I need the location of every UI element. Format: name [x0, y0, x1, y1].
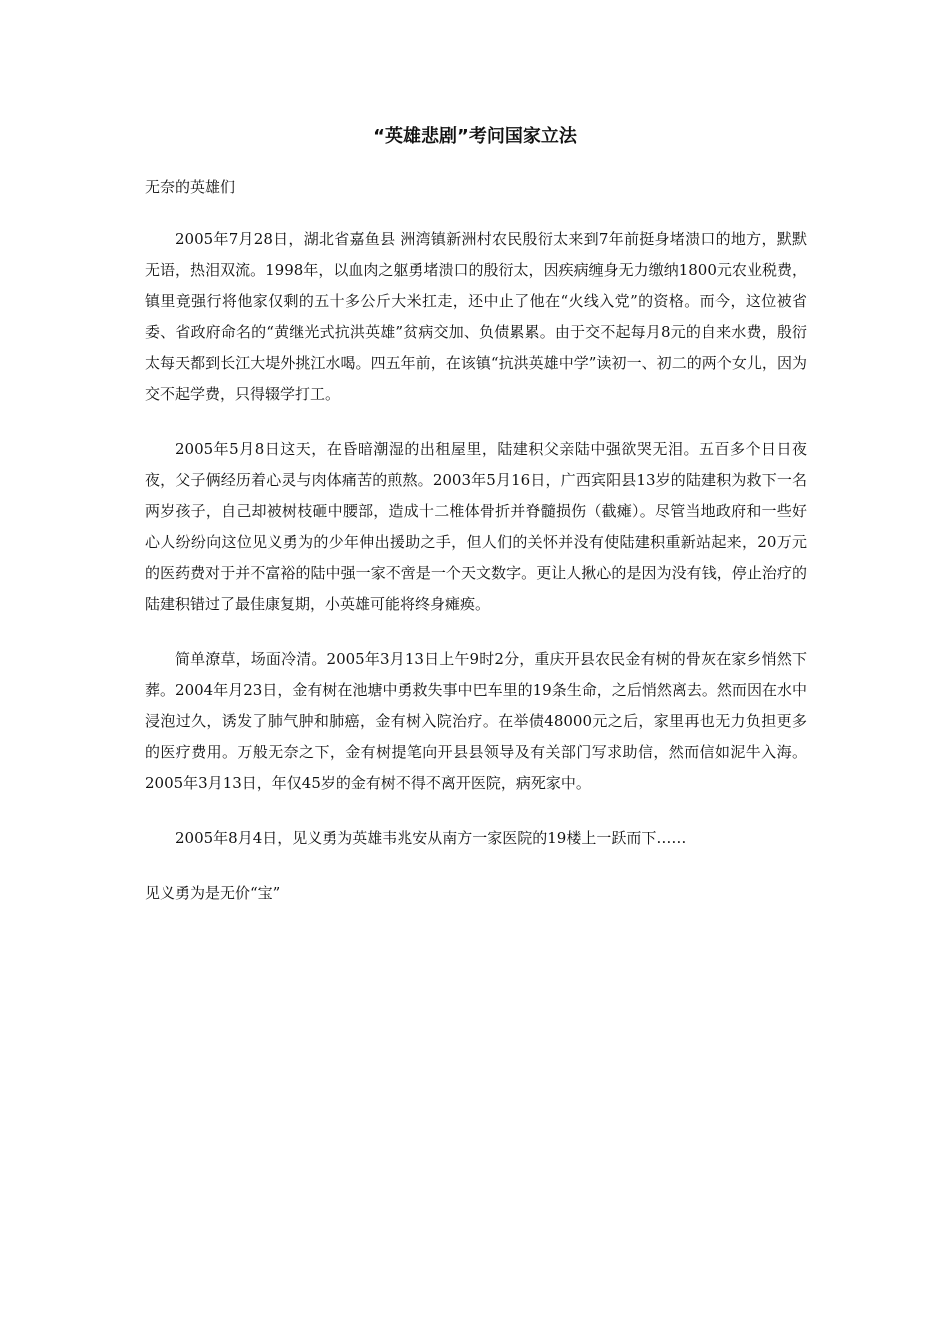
- paragraph: 简单潦草，场面冷清。2005年3月13日上午9时2分，重庆开县农民金有树的骨灰在家乡悄然下葬。2004年月23日，金有树在池塘中勇救失事中巴车里的19条生命，之后悄然离去。然而因在水中浸泡过久，诱发了肺气肿和肺癌，金有树入院治疗。在举债48000元之后，家里再也无力负担更多的医疗费用。万般无奈之下，金有树提笔向开县县领导及有关部门写求助信，然而信如泥牛入海。2005年3月13日，年仅45岁的金有树不得不离开医院，病死家中。: [145, 650, 807, 792]
- paragraph: 2005年5月8日这天，在昏暗潮湿的出租屋里，陆建积父亲陆中强欲哭无泪。五百多个日日夜夜，父子俩经历着心灵与肉体痛苦的煎熬。2003年5月16日，广西宾阳县13岁的陆建积为救下一名两岁孩子，自己却被树枝砸中腰部，造成十二椎体骨折并脊髓损伤（截瘫）。尽管当地政府和一些好心人纷纷向这位见义勇为的少年伸出援助之手，但人们的关怀并没有使陆建积重新站起来，20万元的医药费对于并不富裕的陆中强一家不啻是一个天文数字。更让人揪心的是因为没有钱，停止治疗的陆建积错过了最佳康复期，小英雄可能将终身瘫痪。: [145, 440, 807, 613]
- paragraph: 2005年8月4日，见义勇为英雄韦兆安从南方一家医院的19楼上一跃而下……: [175, 829, 687, 847]
- section-heading: 无奈的英雄们: [145, 178, 236, 196]
- paragraph: 2005年7月28日，湖北省嘉鱼县 洲湾镇新洲村农民殷衍太来到7年前挺身堵溃口的地方，默默无语，热泪双流。1998年，以血肉之躯勇堵溃口的殷衍太，因疾病缠身无力缴纳1800元农业税费，镇里竟强行将他家仅剩的五十多公斤大米扛走，还中止了他在“火线入党”的资格。而今，这位被省委、省政府命名的“黄继光式抗洪英雄”贫病交加、负债累累。由于交不起每月8元的自来水费，殷衍太每天都到长江大堤外挑江水喝。四五年前，在该镇“抗洪英雄中学”读初一、初二的两个女儿，因为交不起学费，只得辍学打工。: [145, 230, 807, 403]
- document-title: “英雄悲剧”考问国家立法: [373, 126, 577, 147]
- section-heading: 见义勇为是无价“宝”: [145, 884, 281, 902]
- document-body: [145, 172, 807, 908]
